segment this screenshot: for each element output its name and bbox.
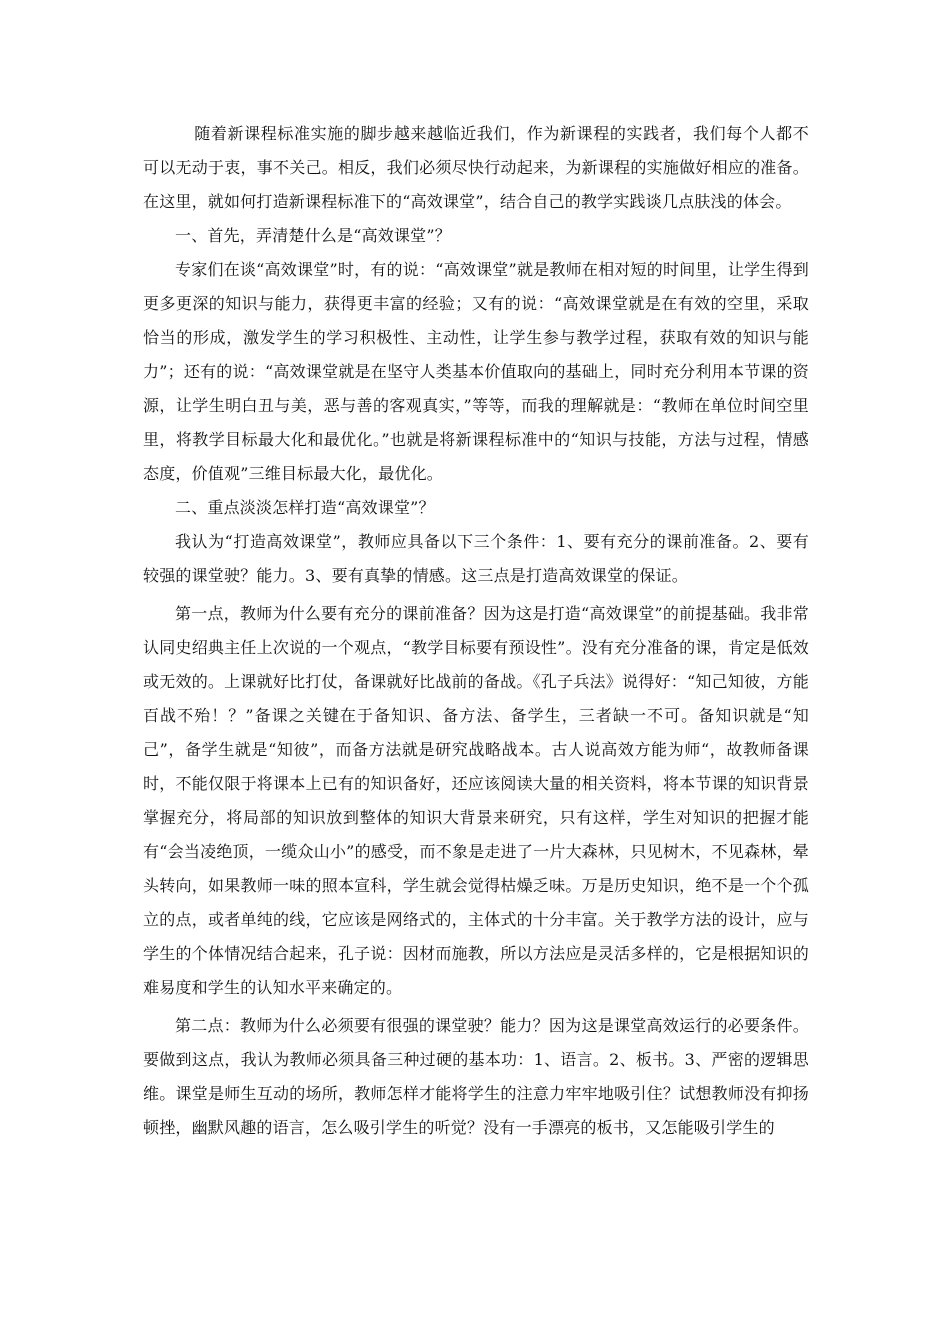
body-paragraph-conditions: 我认为“打造高效课堂”，教师应具备以下三个条件：1、要有充分的课前准备。2、要有较强的课堂驶？能力。3、要有真挚的情感。这三点是打造高效课堂的保证。 — [143, 532, 809, 585]
document-body — [143, 117, 809, 1145]
section-heading-1: 一、首先，弄清楚什么是“高效课堂”？ — [175, 226, 451, 245]
section-heading-2: 二、重点淡淡怎样打造“高效课堂”？ — [175, 498, 435, 517]
intro-paragraph: 随着新课程标准实施的脚步越来越临近我们，作为新课程的实践者，我们每个人都不可以无动于衷，事不关己。相反，我们必须尽快行动起来，为新课程的实施做好相应的准备。在这里，就如何打造新课程标准下的“高效课堂”，结合自己的教学实践谈几点肤浅的体会。 — [143, 124, 809, 211]
body-paragraph-point-two: 第二点：教师为什么必须要有很强的课堂驶？能力？因为这是课堂高效运行的必要条件。要做到这点，我认为教师必须具备三种过硬的基本功：1、语言。2、板书。3、严密的逻辑思维。课堂是师生互动的场所，教师怎样才能将学生的注意力牢牢地吸引住？试想教师没有抑扬顿挫，幽默风趣的语言，怎么吸引学生的听觉？没有一手漂亮的板书，又怎能吸引学生的 — [143, 1016, 809, 1137]
body-paragraph-point-one: 第一点，教师为什么要有充分的课前准备？因为这是打造“高效课堂”的前提基础。我非常认同史绍典主任上次说的一个观点，“教学目标要有预设性”。没有充分准备的课，肯定是低效或无效的。上课就好比打仗，备课就好比战前的备战。《孔子兵法》说得好：“知己知彼，方能百战不殆！？”备课之关键在于备知识、备方法、备学生，三者缺一不可。备知识就是“知己”，备学生就是“知彼”，而备方法就是研究战略战本。古人说高效方能为师“，故教师备课时，不能仅限于将课本上已有的知识备好，还应该阅读大量的相关资料，将本节课的知识背景掌握充分，将局部的知识放到整体的知识大背景来研究，只有这样，学生对知识的把握才能有“会当凌绝顶，一缆众山小”的感受，而不象是走进了一片大森林，只见树木，不见森林，晕头转向，如果教师一味的照本宣科，学生就会觉得枯燥乏味。万是历史知识，绝不是一个个孤立的点，或者单纯的线，它应该是网络式的，主体式的十分丰富。关于教学方法的设计，应与学生的个体情况结合起来，孔子说：因材而施教，所以方法应是灵活多样的，它是根据知识的难易度和学生的认知水平来确定的。 — [143, 604, 809, 997]
body-paragraph-definitions: 专家们在谈“高效课堂”时，有的说：“高效课堂”就是教师在相对短的时间里，让学生得到更多更深的知识与能力，获得更丰富的经验；又有的说：“高效课堂就是在有效的空里，采取恰当的形成，激发学生的学习积极性、主动性，让学生参与教学过程，获取有效的知识与能力”；还有的说：“高效课堂就是在坚守人类基本价值取向的基础上，同时充分利用本节课的资源，让学生明白丑与美，恶与善的客观真实，”等等，而我的理解就是：“教师在单位时间空里里，将教学目标最大化和最优化。”也就是将新课程标准中的“知识与技能，方法与过程，情感态度，价值观”三维目标最大化，最优化。 — [143, 260, 809, 483]
